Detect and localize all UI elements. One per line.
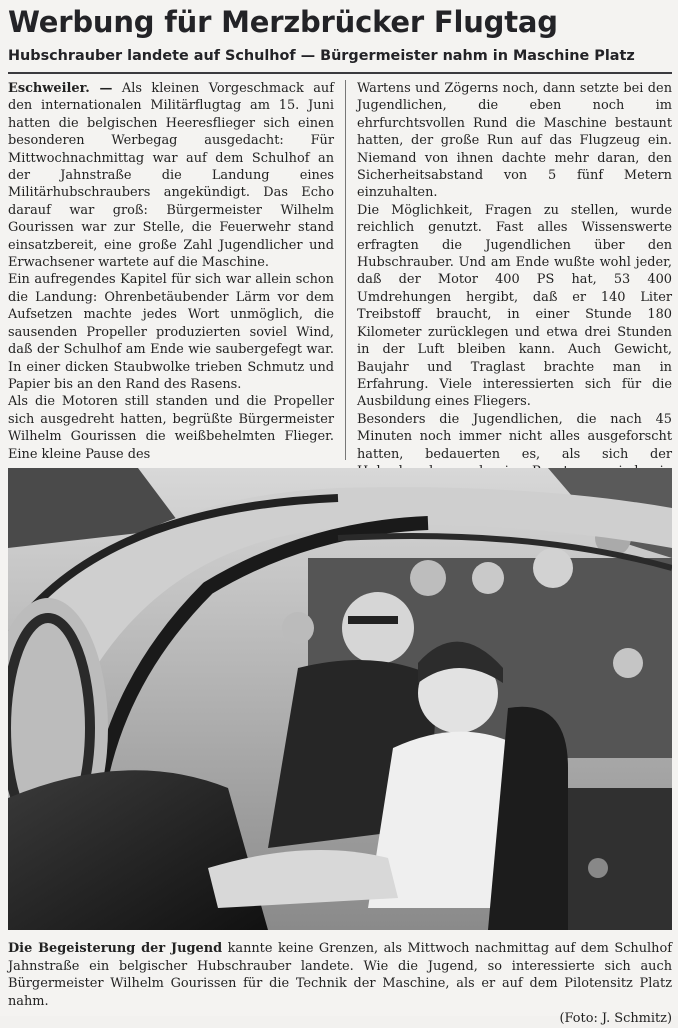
photo-caption <box>8 940 672 1028</box>
caption-text: kannte keine Grenzen, als Mittwoch nachmittag auf dem Schulhof Jahnstraße ein belgischer Hubschrauber landete. Wie die Jugend, so interessierte sich auch Bürgermeister Wilhelm Gourissen für die Technik der Maschine, als er auf dem Pilotensitz Platz nahm. <box>8 941 672 1009</box>
article-column-right <box>357 80 672 498</box>
paragraph-5: Die Möglichkeit, Fragen zu stellen, wurde reichlich genutzt. Fast alles Wissenswerte erfragten die Jugendlichen über den Hubschrauber. Und am Ende wußte wohl jeder, daß der Motor 400 PS hat, 53 400 Umdrehungen hergibt, daß er 140 Liter Treibstoff braucht, in einer Stunde 180 Kilometer zurücklegen und etwa drei Stunden in der Luft bleiben kann. Auch Gewicht, Baujahr und Traglast brachte man in Erfahrung. Viele interessierten sich für die Ausbildung eines Fliegers. <box>357 202 672 410</box>
paragraph-4: Wartens und Zögerns noch, dann setzte bei den Jugendlichen, die eben noch im ehrfurchtsvollen Rund die Maschine bestaunt hatten, der große Run auf das Flugzeug ein. Niemand von ihnen dachte mehr daran, den Sicherheitsabstand von 5 fünf Metern einzuhalten. <box>357 81 672 201</box>
header-rule <box>8 72 672 74</box>
paragraph-3: Als die Motoren still standen und die Propeller sich ausgedreht hatten, begrüßte Bürgermeister Wilhelm Gourissen die weißbehelmten Flieger. Eine kleine Pause des <box>8 394 334 462</box>
paragraph-6: Besonders die Jugendlichen, die nach 45 Minuten noch immer nicht alles ausgeforscht hatten, bedauerten es, als sich der <box>357 411 672 462</box>
photo-credit: (Foto: J. Schmitz) <box>559 1011 672 1027</box>
caption-lead: Die Begeisterung der Jugend <box>8 941 223 956</box>
article-column-left <box>8 80 334 463</box>
column-divider <box>345 80 346 460</box>
subheadline: Hubschrauber landete auf Schulhof — Bürgermeister nahm in Maschine Platz <box>8 48 635 64</box>
paragraph-1 <box>8 80 334 271</box>
helicopter-photo-illustration <box>8 468 672 930</box>
paragraph-1-text: Als kleinen Vorgeschmack auf den internationalen Militärflugtag am 15. Juni hatten die belgischen Heeresflieger sich einen besonderen Werbegag ausgedacht: Für Mittwochnachmittag war auf dem Schulhof an der Jahnstraße die Landung eines Militärhubschraubers angekündigt. Das Echo darauf war groß: Bürgermeister Wilhelm Gourissen war zur Stelle, die Feuerwehr stand einsatzbereit, eine große Zahl Jugendlicher und Erwachsener wartete auf die Maschine. <box>8 81 334 271</box>
news-photo <box>8 468 672 930</box>
paragraph-2: Ein aufregendes Kapitel für sich war allein schon die Landung: Ohrenbetäubender Lärm vor dem Aufsetzen machte jedes Wort unmöglich, die sausenden Propeller produzierten soviel Wind, daß der Schulhof am Ende wie saubergefegt war. In einer dicken Staubwolke trieben Schmutz und Papier bis an den Rand des Rasens. <box>8 272 334 392</box>
headline: Werbung für Merzbrücker Flugtag <box>8 5 558 39</box>
dateline: Eschweiler. — <box>8 81 113 96</box>
